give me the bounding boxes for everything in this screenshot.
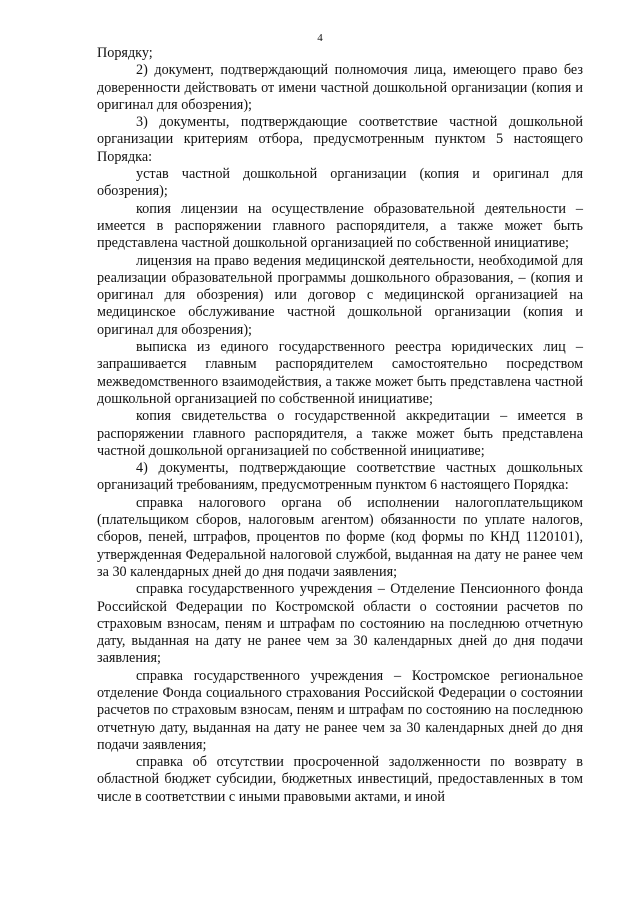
paragraph: справка государственного учреждения – Отделение Пенсионного фонда Российской Федерации по Костромской области о состоянии расчетов по страховым взносам, пеням и штрафам по состоянию на последнюю отчетную дату, выданная на дату не ранее чем за 30 календарных дней до дня подачи заявления; [97,581,583,667]
paragraph: лицензия на право ведения медицинской деятельности, необходимой для реализации образовательной программы дошкольного образования, – (копия и оригинал для обозрения) или договор с медицинской организацией на медицинское обслуживание частной дошкольной организации (копия и оригинал для обозрения); [97,252,583,338]
paragraph: выписка из единого государственного реестра юридических лиц – запрашивается главным распорядителем самостоятельно посредством межведомственного взаимодействия, а также может быть представлена частной дошкольной организацией по собственной инициативе; [97,339,583,407]
paragraph: 3) документы, подтверждающие соответствие частной дошкольной организации критериям отбора, предусмотренным пунктом 5 настоящего Порядка: [97,114,583,165]
paragraph: 4) документы, подтверждающие соответствие частных дошкольных организаций требованиям, предусмотренным пунктом 6 настоящего Порядка: [97,460,583,494]
paragraph: Порядку; [97,45,153,61]
document-body [97,45,583,806]
paragraph: справка государственного учреждения – Костромское региональное отделение Фонда социального страхования Российской Федерации о состоянии расчетов по страховым взносам, пеням и штрафам по состоянию на последнюю отчетную дату, выданная на дату не ранее чем за 30 календарных дней до дня подачи заявления; [97,667,583,753]
paragraph: копия свидетельства о государственной аккредитации – имеется в распоряжении главного распорядителя, а также может быть представлена частной дошкольной организацией по собственной инициативе; [97,408,583,459]
paragraph: устав частной дошкольной организации (копия и оригинал для обозрения); [97,166,583,200]
paragraph: 2) документ, подтверждающий полномочия лица, имеющего право без доверенности действовать от имени частной дошкольной организации (копия и оригинал для обозрения); [97,62,583,113]
paragraph: копия лицензии на осуществление образовательной деятельности – имеется в распоряжении главного распорядителя, а также может быть представлена частной дошкольной организацией по собственной инициативе; [97,200,583,252]
page-number: 4 [317,32,323,44]
paragraph: справка об отсутствии просроченной задолженности по возврату в областной бюджет субсидии, бюджетных инвестиций, предоставленных в том числе в соответствии с иными правовыми актами, и иной [97,754,583,805]
paragraph: справка налогового органа об исполнении налогоплательщиком (плательщиком сборов, налоговым агентом) обязанности по уплате налогов, сборов, пеней, штрафов, процентов по форме (код формы по КНД 1120101), утвержденная Федеральной налоговой службой, выданная на дату не ранее чем за 30 календарных дней до дня подачи заявления; [97,494,583,580]
